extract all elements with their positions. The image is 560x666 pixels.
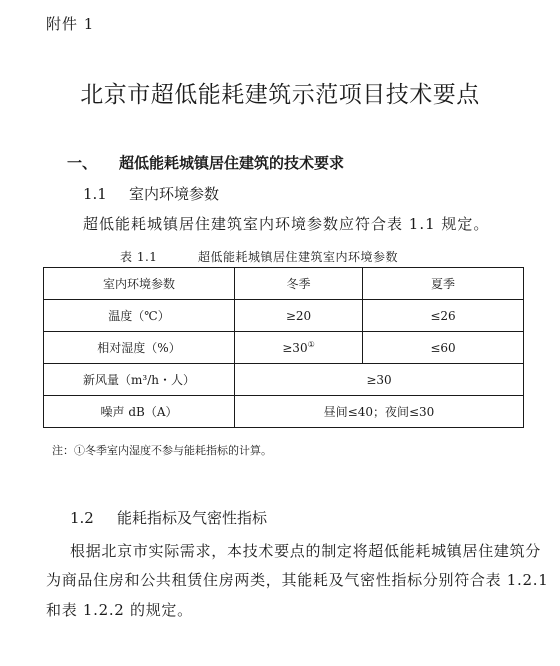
table-caption-number: 表 1.1 [120, 250, 158, 264]
indoor-environment-table [43, 267, 524, 428]
paragraph-line: 为商品住房和公共租赁住房两类，其能耗及气密性指标分别符合表 1.2.1 [46, 571, 549, 589]
row-label-temperature: 温度（℃） [44, 300, 235, 332]
humidity-summer: ≤60 [363, 332, 524, 364]
table-header-row [44, 268, 524, 300]
humidity-winter: ≥30 [282, 341, 308, 355]
table-caption-text: 超低能耗城镇居住建筑室内环境参数 [198, 250, 399, 264]
section-1-1-number: 1.1 [83, 185, 107, 203]
attachment-label: 附件 1 [46, 15, 95, 33]
temperature-winter: ≥20 [235, 300, 363, 332]
humidity-note-mark: ① [307, 340, 315, 349]
section-1-heading [67, 152, 344, 173]
paragraph-line: 根据北京市实际需求，本技术要点的制定将超低能耗城镇居住建筑分 [70, 542, 542, 560]
table-row [44, 332, 524, 364]
section-1-1-title: 室内环境参数 [129, 185, 220, 203]
table-caption [120, 248, 398, 265]
table-note: 注：①冬季室内湿度不参与能耗指标的计算。 [52, 444, 272, 457]
header-param: 室内环境参数 [44, 268, 235, 300]
section-1-1-heading [83, 183, 219, 204]
row-label-humidity: 相对湿度（%） [44, 332, 235, 364]
section-1-2-number: 1.2 [70, 509, 94, 527]
paragraph-line: 和表 1.2.2 的规定。 [46, 601, 193, 619]
document-title: 北京市超低能耗建筑示范项目技术要点 [80, 82, 480, 108]
row-label-fresh-air: 新风量（m³/h・人） [44, 364, 235, 396]
noise-value: 昼间≤40；夜间≤30 [235, 396, 524, 428]
table-row [44, 364, 524, 396]
temperature-summer: ≤26 [363, 300, 524, 332]
humidity-winter-cell [235, 332, 363, 364]
header-winter: 冬季 [235, 268, 363, 300]
table-row [44, 396, 524, 428]
fresh-air-value: ≥30 [235, 364, 524, 396]
section-1-title: 超低能耗城镇居住建筑的技术要求 [119, 154, 345, 172]
header-summer: 夏季 [363, 268, 524, 300]
section-1-number: 一、 [67, 154, 98, 172]
section-1-1-paragraph: 超低能耗城镇居住建筑室内环境参数应符合表 1.1 规定。 [83, 215, 490, 233]
table-row [44, 300, 524, 332]
section-1-2-heading [70, 507, 267, 528]
row-label-noise: 噪声 dB（A） [44, 396, 235, 428]
section-1-2-title: 能耗指标及气密性指标 [117, 509, 268, 527]
